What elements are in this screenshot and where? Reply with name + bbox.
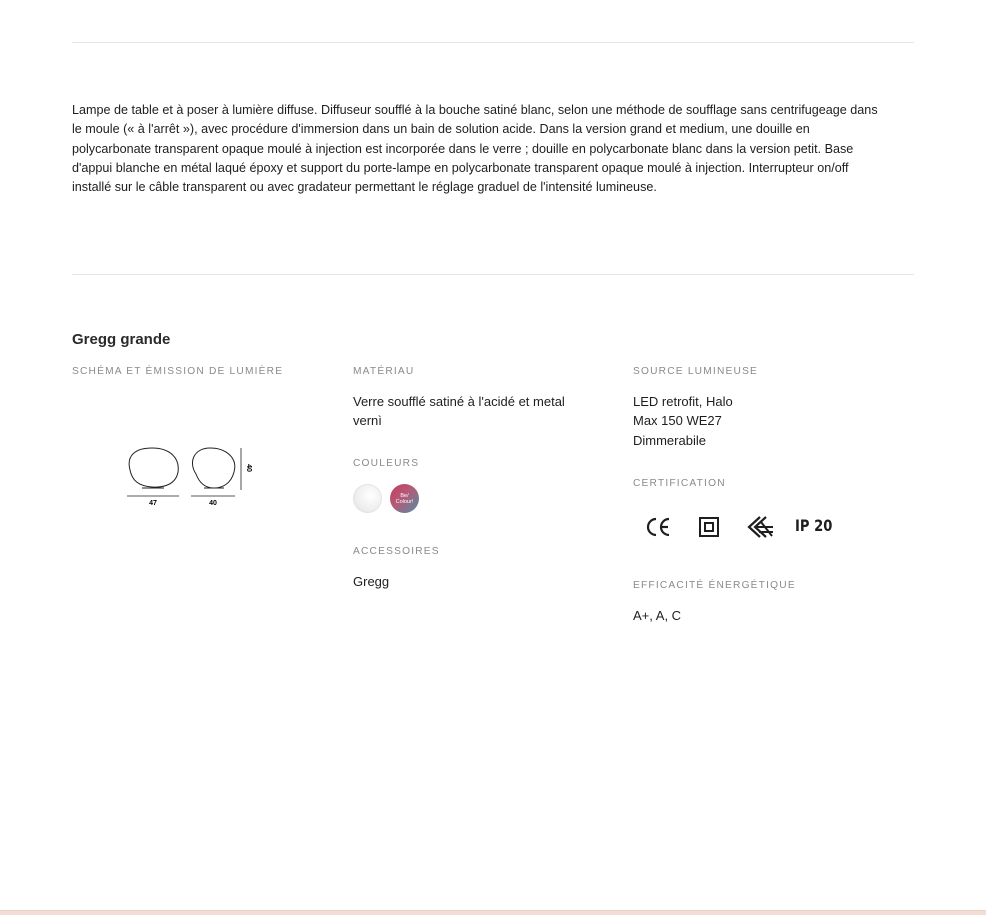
certification-label: CERTIFICATION [633, 478, 726, 489]
lamp-side-outline [192, 448, 234, 488]
material-label: MATÉRIAU [353, 366, 415, 377]
be-colour-line-2: Colour! [395, 498, 414, 505]
accessories-value[interactable]: Gregg [353, 574, 390, 589]
height-dimension-label: 40 [245, 464, 252, 472]
lamp-schema-diagram [118, 440, 258, 512]
energy-label: EFFICACITÉ ÉNERGÉTIQUE [633, 580, 796, 591]
accessories-label: ACCESSOIRES [353, 546, 440, 557]
color-swatch-white[interactable] [353, 484, 382, 513]
double-insulation-icon [697, 514, 721, 540]
light-source-value [633, 392, 733, 450]
section-divider [72, 274, 914, 275]
bottom-bar [0, 910, 986, 915]
light-source-line-2: Max 150 WE27 [633, 413, 722, 429]
lamp-front-outline [129, 448, 178, 487]
light-source-label: SOURCE LUMINEUSE [633, 366, 759, 377]
material-line-2: vernì [353, 413, 382, 429]
energy-value: A+, A, C [633, 608, 682, 623]
product-description: Lampe de table et à poser à lumière diffuse. Diffuseur soufflé à la bouche satiné blanc, selon une méthode de soufflage sans centrifugeage dans le moule (« à l'arrêt »), avec procédure d'immersion dans un bain de solution acide. Dans la version grand et medium, une douille en polycarbonate transparent opaque moulé à injection est incorporée dans le verre ; douille en polycarbonate blanc dans la version petit. Base d'appui blanche en métal laqué époxy et support du porte-lampe en polycarbonate transparent opaque moulé à injection. Interrupteur on/off installé sur le câble transparent ou avec gradateur permettant le réglage graduel de l'intensité lumineuse. [72, 103, 878, 195]
ce-mark-icon [645, 514, 673, 540]
enec-mark-icon [746, 514, 776, 540]
light-source-line-1: LED retrofit, Halo [633, 394, 733, 409]
be-colour-line-1: Be/ [400, 492, 409, 499]
material-value [353, 392, 565, 431]
schema-label: SCHÉMA ET ÉMISSION DE LUMIÈRE [72, 366, 284, 377]
width-dimension-label: 47 [149, 500, 157, 507]
ip-rating-icon: IP 20 [795, 516, 833, 535]
color-swatch-be-colour[interactable] [390, 484, 419, 513]
colors-label: COULEURS [353, 458, 420, 469]
material-line-1: Verre soufflé satiné à l'acidé et metal [353, 394, 565, 409]
depth-dimension-label: 40 [209, 500, 217, 507]
product-title: Gregg grande [72, 331, 171, 348]
light-source-line-3: Dimmerabile [633, 432, 706, 448]
top-divider [72, 42, 914, 43]
